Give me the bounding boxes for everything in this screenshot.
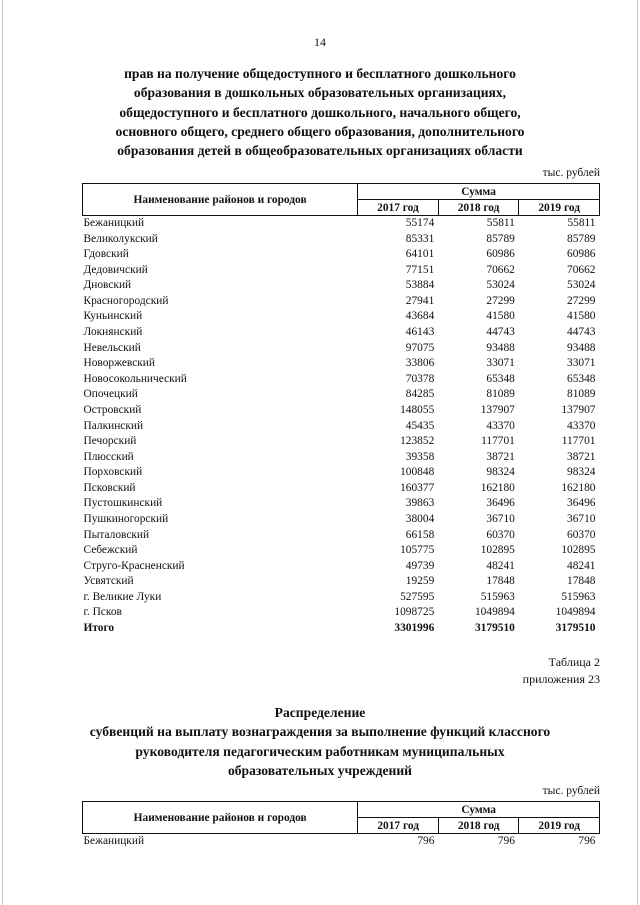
amount-cell: 148055 [400, 403, 435, 416]
amount-cell: 39863 [405, 497, 435, 510]
district-name-cell: Пушкиногорский [83, 512, 169, 525]
amount-cell: 70378 [405, 372, 435, 385]
table-row [83, 605, 600, 621]
amount-cell: 1049894 [555, 606, 596, 619]
table-body [83, 216, 600, 637]
amount-cell: 64101 [405, 248, 435, 261]
district-name-cell: Опочецкий [83, 388, 138, 401]
district-name-cell: Дедовичский [83, 263, 148, 276]
amount-cell: 55811 [486, 217, 515, 229]
amount-cell: 43370 [486, 419, 515, 432]
heading-continuation [80, 64, 560, 160]
heading-line: Распределение [274, 705, 366, 720]
district-name-cell: Порховский [83, 466, 143, 479]
table-row [83, 356, 600, 372]
amount-cell: 70662 [567, 263, 596, 276]
column-header-year: 2017 год [358, 200, 439, 216]
amount-cell: 117701 [481, 435, 515, 448]
amount-cell: 93488 [486, 341, 515, 354]
amount-cell: 41580 [486, 310, 515, 323]
district-name-cell: Бежаницкий [83, 217, 145, 229]
amount-cell: 60370 [567, 528, 596, 541]
amount-cell: 162180 [480, 481, 515, 494]
table-note-line: Таблица 2 [548, 655, 600, 669]
total-row [83, 621, 600, 637]
table-row [83, 341, 600, 357]
amount-cell: 137907 [480, 403, 515, 416]
table-row [83, 434, 600, 450]
column-header-year: 2018 год [438, 818, 519, 834]
amount-cell: 796 [497, 835, 515, 847]
table-row [83, 294, 600, 310]
column-header-sum: Сумма [358, 184, 600, 200]
table-row [83, 232, 600, 248]
district-name-cell: Островский [83, 403, 142, 416]
table-row [83, 450, 600, 466]
amount-cell: 27299 [486, 294, 515, 307]
amount-cell: 55174 [405, 217, 435, 229]
amount-cell: 49739 [405, 559, 435, 572]
amount-cell: 36496 [486, 497, 515, 510]
table-row [83, 574, 600, 590]
district-name-cell: Бежаницкий [83, 835, 145, 847]
heading-line: образовательных учреждений [227, 762, 413, 778]
right-scan-edge [637, 0, 638, 905]
amount-cell: 43370 [567, 419, 596, 432]
table-row [83, 309, 600, 325]
table-row [83, 372, 600, 388]
district-name-cell: Куньинский [83, 310, 143, 323]
table-body [83, 834, 600, 850]
amount-cell: 65348 [486, 372, 515, 385]
amount-cell: 55811 [567, 217, 596, 229]
amount-cell: 515963 [480, 590, 515, 603]
district-name-cell: Печорский [83, 435, 137, 448]
amount-cell: 105775 [400, 544, 435, 557]
amount-cell: 19259 [405, 575, 435, 588]
amount-cell: 160377 [400, 481, 435, 494]
table-row [83, 496, 600, 512]
amount-cell: 38004 [405, 512, 435, 525]
table-row [83, 216, 600, 232]
district-name-cell: Великолукский [83, 232, 158, 245]
amount-cell: 33071 [486, 357, 515, 370]
distribution-table-1 [82, 183, 600, 637]
heading-line: общедоступного и бесплатного дошкольного, начального общего, [119, 104, 521, 120]
amount-cell: 33071 [567, 357, 596, 370]
column-header-year: 2018 год [438, 200, 519, 216]
district-name-cell: Усвятский [83, 575, 134, 588]
amount-cell: 36496 [567, 497, 596, 510]
amount-cell: 93488 [567, 341, 596, 354]
amount-cell: 48241 [486, 559, 515, 572]
amount-cell: 39358 [405, 450, 435, 463]
column-header-sum: Сумма [358, 802, 600, 818]
amount-cell: 98324 [567, 466, 596, 479]
amount-cell: 796 [578, 835, 596, 847]
amount-cell: 60986 [567, 248, 596, 261]
amount-cell: 102895 [561, 544, 596, 557]
district-name-cell: Псковский [83, 481, 136, 494]
amount-cell: 38721 [486, 450, 515, 463]
district-name-cell: г. Великие Луки [83, 590, 162, 603]
district-name-cell: Палкинский [83, 419, 144, 432]
table-row [83, 590, 600, 606]
amount-cell: 81089 [486, 388, 515, 401]
table-row [83, 387, 600, 403]
district-name-cell: Плюсский [83, 450, 134, 463]
heading-line: образования в дошкольных образовательных организациях, [133, 85, 507, 101]
table-row [83, 559, 600, 575]
district-name-cell: Локнянский [83, 326, 143, 339]
heading-line: субвенций на выплату вознаграждения за выполнение функций классного [89, 724, 551, 740]
amount-cell: 27299 [567, 294, 596, 307]
amount-cell: 137907 [561, 403, 596, 416]
amount-cell: 1098725 [394, 606, 435, 619]
amount-cell: 97075 [405, 341, 435, 354]
amount-cell: 85789 [567, 232, 596, 245]
table-row [83, 465, 600, 481]
district-name-cell: Дновский [83, 279, 132, 292]
amount-cell: 27941 [405, 294, 435, 307]
district-name-cell: Гдовский [83, 248, 129, 261]
amount-cell: 53884 [405, 279, 435, 292]
amount-cell: 85331 [405, 232, 435, 245]
district-name-cell: Струго-Красненский [83, 559, 185, 572]
amount-cell: 36710 [486, 512, 515, 525]
left-scan-edge [2, 0, 3, 905]
district-name-cell: Себежский [83, 544, 138, 557]
amount-cell: 43684 [405, 310, 435, 323]
amount-cell: 123852 [400, 435, 435, 448]
amount-cell: 102895 [480, 544, 515, 557]
amount-cell: 84285 [405, 388, 435, 401]
amount-cell: 53024 [486, 279, 515, 292]
distribution-table-2 [82, 801, 600, 850]
currency-unit-label: тыс. рублей [542, 785, 600, 797]
heading-line: прав на получение общедоступного и бесплатного дошкольного [124, 66, 516, 81]
table-note [480, 654, 600, 688]
district-name-cell: г. Псков [83, 606, 122, 619]
amount-cell: 17848 [486, 575, 515, 588]
heading-line: основного общего, среднего общего образования, дополнительного [115, 123, 525, 139]
amount-cell: 65348 [567, 372, 596, 385]
heading-line: руководителя педагогическим работникам муниципальных [135, 743, 505, 759]
amount-cell: 796 [417, 835, 435, 847]
amount-cell: 162180 [561, 481, 596, 494]
amount-cell: 36710 [567, 512, 596, 525]
amount-cell: 46143 [405, 326, 435, 339]
amount-cell: 515963 [561, 590, 596, 603]
amount-cell: 44743 [567, 326, 596, 339]
table-row [83, 263, 600, 279]
district-name-cell: Невельский [83, 341, 141, 354]
amount-cell: 44743 [486, 326, 515, 339]
total-amount-cell: 3179510 [474, 622, 515, 635]
table-row [83, 403, 600, 419]
amount-cell: 38721 [567, 450, 596, 463]
table-row [83, 834, 600, 850]
table-row [83, 512, 600, 528]
amount-cell: 100848 [400, 466, 435, 479]
amount-cell: 33806 [405, 357, 435, 370]
amount-cell: 41580 [567, 310, 596, 323]
table-row [83, 543, 600, 559]
amount-cell: 45435 [405, 419, 435, 432]
heading-line: образования детей в общеобразовательных организациях области [117, 143, 523, 159]
table-note-line: приложения 23 [522, 672, 600, 686]
table-row [83, 481, 600, 497]
amount-cell: 98324 [486, 466, 515, 479]
amount-cell: 48241 [567, 559, 596, 572]
amount-cell: 77151 [405, 263, 435, 276]
total-label-cell: Итого [83, 622, 115, 635]
table-row [83, 247, 600, 263]
amount-cell: 81089 [567, 388, 596, 401]
district-name-cell: Пустошкинский [83, 497, 163, 510]
amount-cell: 117701 [561, 435, 596, 448]
district-name-cell: Новосокольнический [83, 372, 187, 385]
section-heading [80, 703, 560, 780]
table-row [83, 419, 600, 435]
total-amount-cell: 3179510 [555, 622, 596, 635]
page-number: 14 [314, 35, 326, 49]
total-amount-cell: 3301996 [394, 622, 435, 635]
district-name-cell: Новоржевский [83, 357, 155, 370]
table-row [83, 325, 600, 341]
amount-cell: 70662 [486, 263, 515, 276]
amount-cell: 66158 [405, 528, 435, 541]
amount-cell: 60986 [486, 248, 515, 261]
column-header-year: 2019 год [519, 818, 600, 834]
table-row [83, 528, 600, 544]
amount-cell: 17848 [567, 575, 596, 588]
column-header-name: Наименование районов и городов [83, 184, 358, 216]
amount-cell: 85789 [486, 232, 515, 245]
amount-cell: 53024 [567, 279, 596, 292]
table-row [83, 278, 600, 294]
amount-cell: 527595 [400, 590, 435, 603]
amount-cell: 60370 [486, 528, 515, 541]
district-name-cell: Красногородский [83, 294, 169, 307]
column-header-year: 2017 год [358, 818, 439, 834]
amount-cell: 1049894 [474, 606, 515, 619]
column-header-name: Наименование районов и городов [83, 802, 358, 834]
district-name-cell: Пыталовский [83, 528, 150, 541]
column-header-year: 2019 год [519, 200, 600, 216]
currency-unit-label: тыс. рублей [542, 167, 600, 179]
